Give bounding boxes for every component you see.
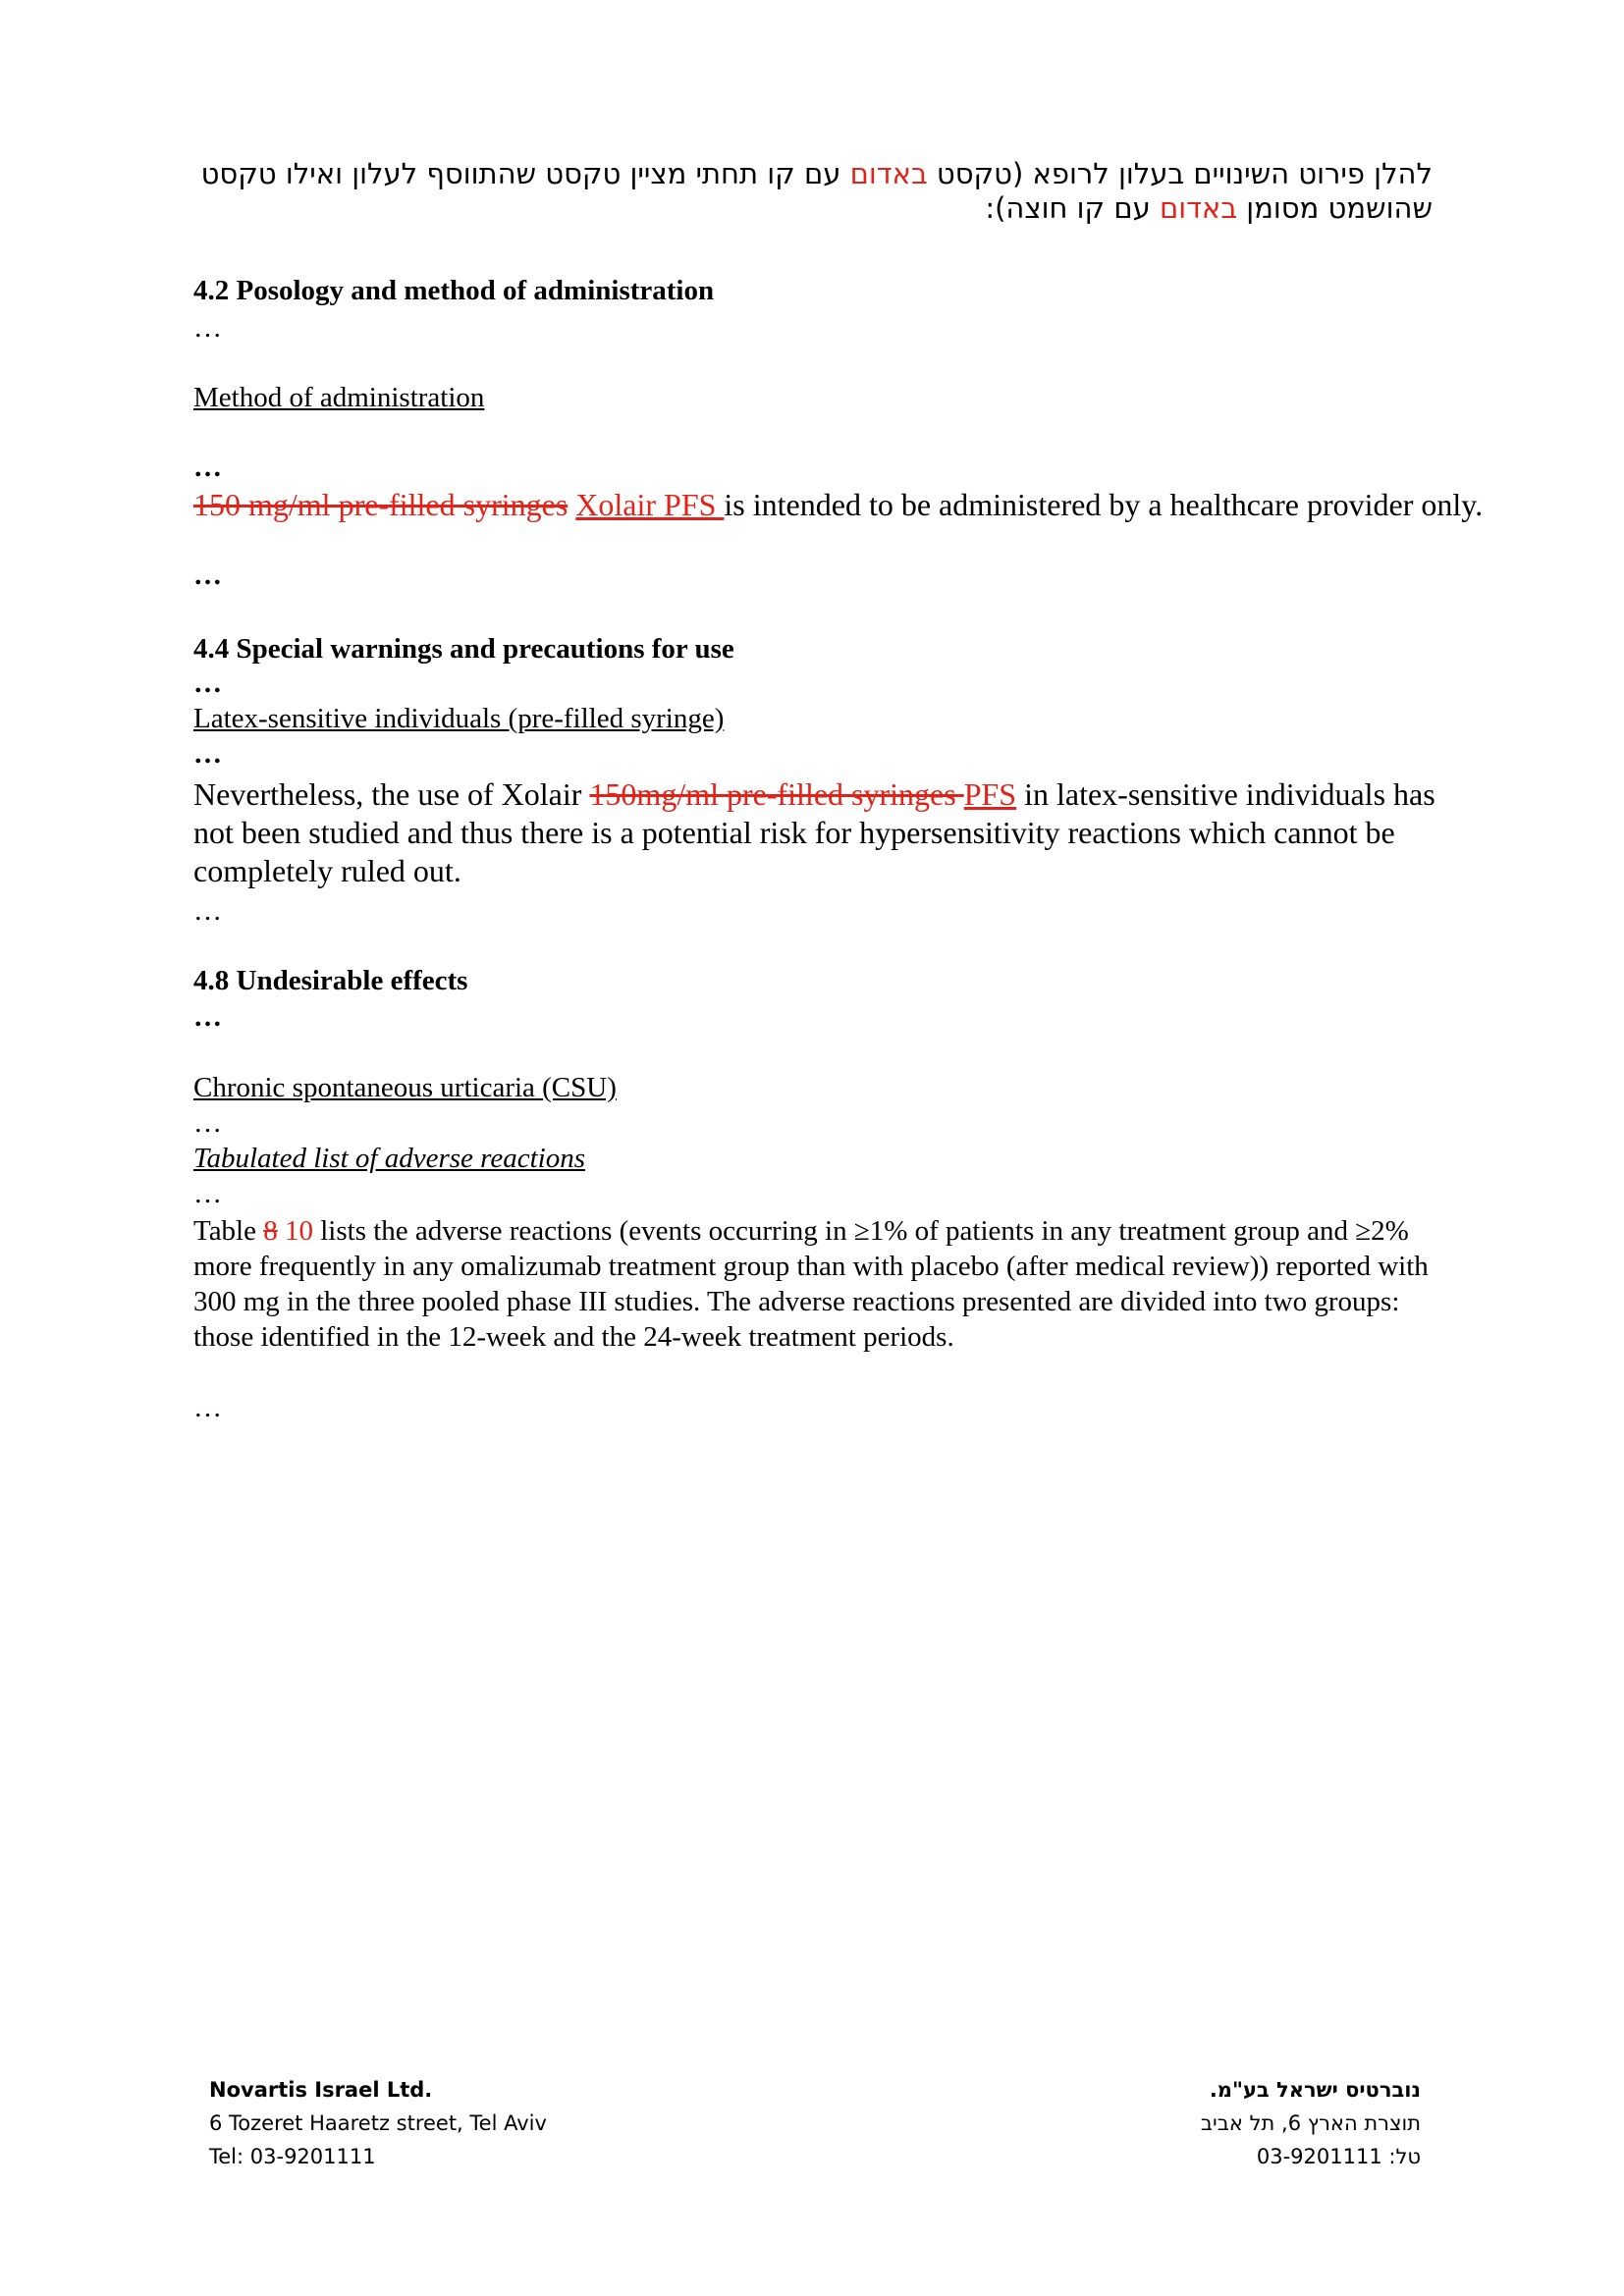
deleted-text: 8 (263, 1215, 278, 1247)
section-4-8-ellipsis-2: … (193, 1107, 222, 1139)
hebrew-note-part1: להלן פירוט השינויים בעלון לרופא (טקסט (927, 157, 1433, 190)
section-4-8-ellipsis-3: … (193, 1178, 222, 1209)
adverse-reactions-paragraph (193, 1213, 1450, 1355)
latex-warning-paragraph (193, 775, 1440, 890)
section-4-2-ellipsis-3: … (193, 560, 222, 591)
inserted-text: 10 (277, 1215, 313, 1247)
deleted-text: 150mg/ml pre-filled syringes (589, 776, 964, 812)
footer-company-name-hebrew: נוברטיס ישראל בע"מ. (1209, 2078, 1421, 2102)
csu-subheading: Chronic spontaneous urticaria (CSU) (193, 1072, 617, 1103)
section-4-2-ellipsis-2: … (193, 452, 222, 483)
inserted-text: Xolair PFS (575, 487, 725, 522)
section-4-8-ellipsis-4: … (193, 1392, 222, 1423)
section-4-2-revised-sentence (193, 486, 1483, 524)
paragraph-text-before: Table (193, 1215, 264, 1247)
footer-address: 6 Tozeret Haaretz street, Tel Aviv (209, 2111, 547, 2135)
section-4-4-ellipsis-1: … (193, 667, 222, 699)
footer-phone-hebrew: טל: 03-9201111 (1256, 2145, 1421, 2168)
sentence-text: is intended to be administered by a healthcare provider only. (724, 487, 1484, 522)
inserted-text: PFS (963, 776, 1017, 812)
tabulated-list-subheading: Tabulated list of adverse reactions (193, 1143, 586, 1174)
paragraph-text-after: in latex-sensitive individuals has not been studied and thus there is a potential risk for hypersensitivity reactions which cannot be completely ruled out. (193, 776, 1435, 888)
section-4-4-ellipsis-3: … (193, 895, 222, 927)
deleted-text: 150 mg/ml pre-filled syringes (193, 487, 568, 522)
footer-company-name: Novartis Israel Ltd. (209, 2078, 433, 2102)
section-4-2-heading: 4.2 Posology and method of administration (193, 275, 715, 306)
hebrew-note-red-word-2: באדום (1159, 191, 1238, 225)
section-4-2-ellipsis-1: … (193, 312, 222, 344)
paragraph-text-after: lists the adverse reactions (events occurring in ≥1% of patients in any treatment group and ≥2% more frequently in any omalizumab treatment group than with placebo (after medical review)) reported with 300 mg in the three pooled phase III studies. The adverse reactions presented are divided into two groups: those identified in the 12-week and the 24-week treatment periods. (193, 1215, 1429, 1353)
paragraph-text-before: Nevertheless, the use of Xolair (193, 776, 590, 812)
section-4-4-ellipsis-2: … (193, 738, 222, 770)
hebrew-note-red-word-1: באדום (849, 157, 928, 190)
latex-sensitive-subheading: Latex-sensitive individuals (pre-filled syringe) (193, 703, 725, 734)
hebrew-note-part3: עם קו חוצה): (985, 191, 1160, 225)
section-4-8-ellipsis-1: … (193, 1001, 222, 1033)
footer-address-hebrew: תוצרת הארץ 6, תל אביב (1200, 2111, 1421, 2135)
section-4-4-heading: 4.4 Special warnings and precautions for use (193, 633, 734, 665)
hebrew-revision-note (193, 157, 1433, 226)
section-4-8-heading: 4.8 Undesirable effects (193, 965, 468, 996)
footer-phone: Tel: 03-9201111 (209, 2145, 376, 2168)
method-of-administration-subheading: Method of administration (193, 382, 485, 413)
footer-english (209, 2073, 547, 2173)
footer-hebrew (1201, 2073, 1421, 2173)
hebrew-note-part2: עם קו תחתי מציין טקסט שהתווסף לעלון ואילו טקסט שהושמט מסומן (200, 157, 1433, 225)
